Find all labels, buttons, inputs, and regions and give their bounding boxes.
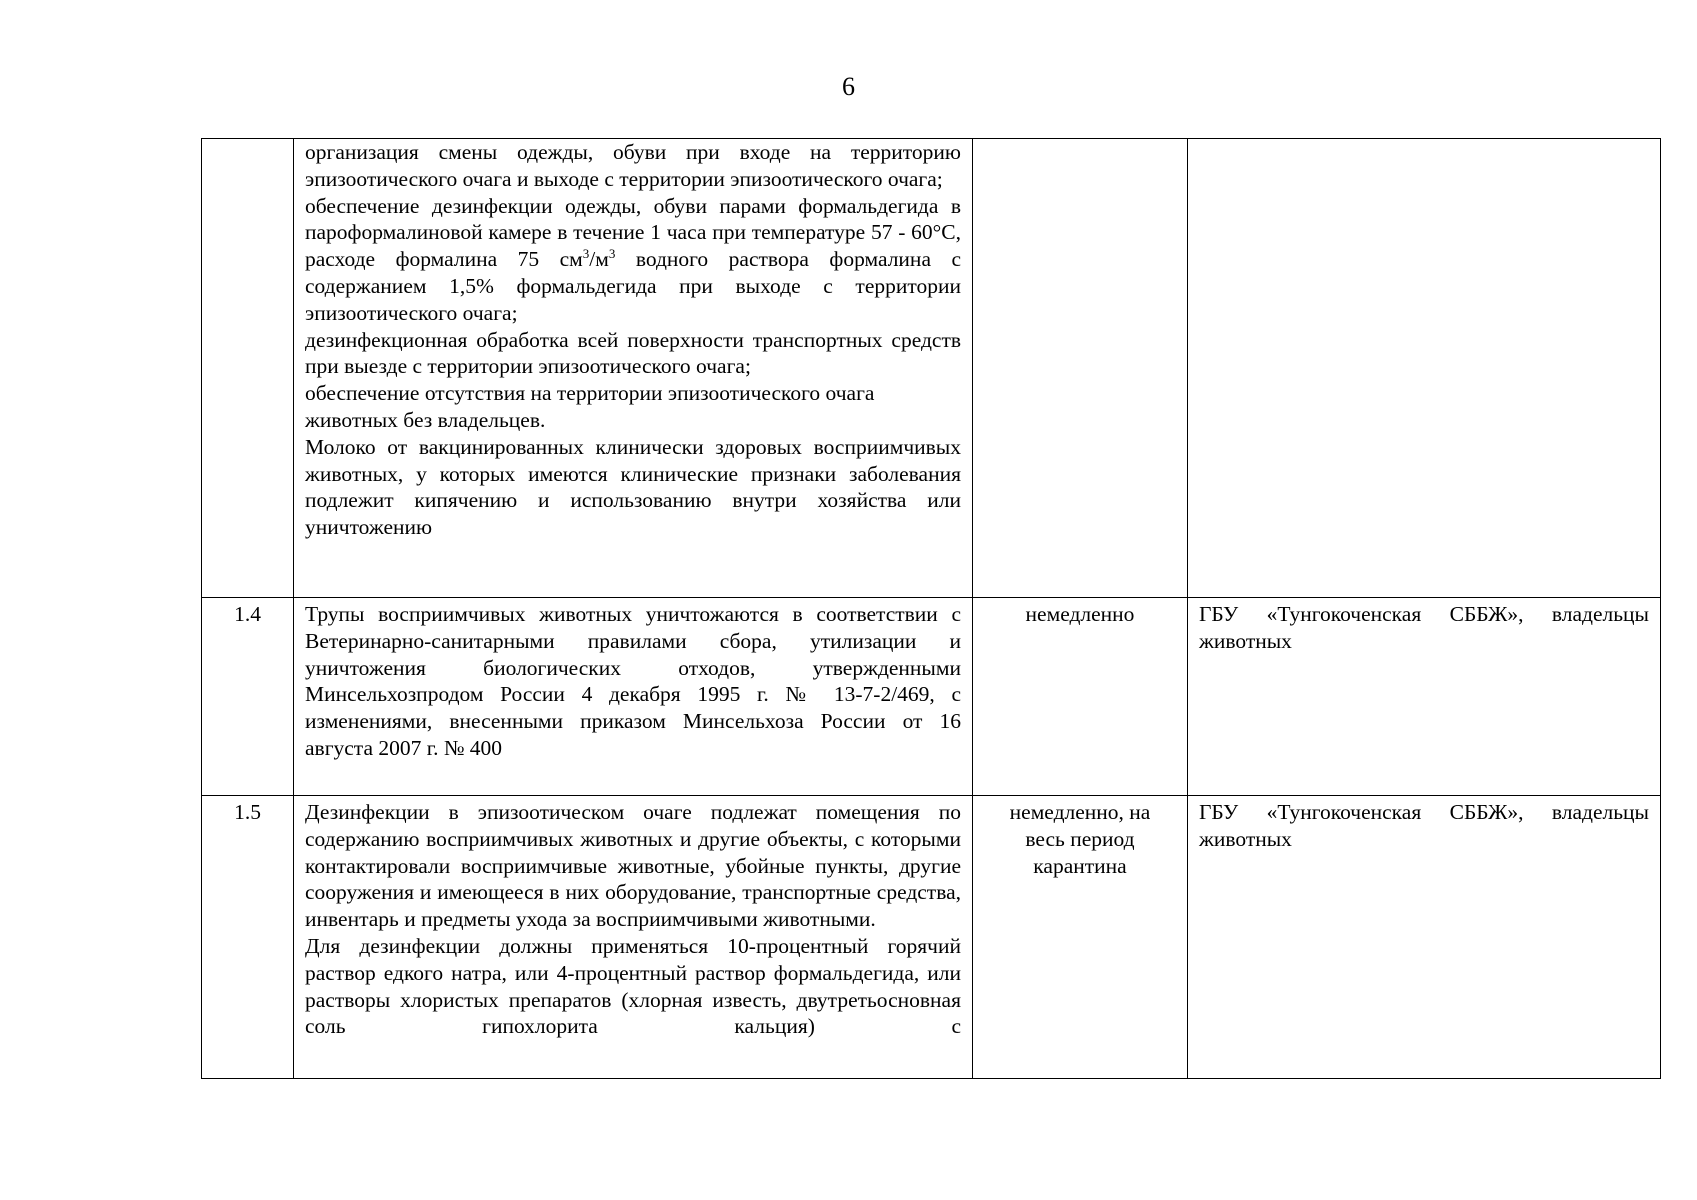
responsible-text: ГБУ «Тунгокоченская СББЖ», владельцы животных <box>1199 602 1649 653</box>
term-cell: немедленно <box>973 598 1188 796</box>
measure-paragraph: обеспечение отсутствия на территории эпизоотического очага животных без владельцев. <box>305 381 875 432</box>
responsible-cell <box>1188 598 1661 796</box>
superscript: 3 <box>582 246 590 262</box>
measure-paragraph: Дезинфекции в эпизоотическом очаге подлежат помещения по содержанию восприимчивых животных и другие объекты, с которыми контактировали восприимчивые животные, убойные пункты, другие сооружения и имеющееся в них оборудование, транспортные средства, инвентарь и предметы ухода за восприимчивыми животными. <box>305 800 961 932</box>
item-number-cell: 1.4 <box>202 598 294 796</box>
measure-paragraph: организация смены одежды, обуви при входе на территорию эпизоотического очага и выходе с территории эпизоотического очага; <box>305 140 961 191</box>
responsible-text: ГБУ «Тунгокоченская СББЖ», владельцы животных <box>1199 800 1649 851</box>
responsible-cell <box>1188 139 1661 598</box>
measure-paragraph: Для дезинфекции должны применяться 10-процентный горячий раствор едкого натра, или 4-процентный раствор формальдегида, или растворы хлористых препаратов (хлорная известь, двутретьосновная соль гипохлорита кальция) с <box>305 933 961 1039</box>
measure-paragraph: дезинфекционная обработка всей поверхности транспортных средств при выезде с территории эпизоотического очага; <box>305 327 961 379</box>
measure-text: 57 - 60°С, расходе формалина 75 см <box>305 220 961 272</box>
measure-cell <box>294 139 973 598</box>
measure-paragraph: Молоко от вакцинированных клинически здоровых восприимчивых животных, у которых имеются клинические признаки заболевания подлежит кипячению и использованию внутри хозяйства или уничтожению <box>305 434 961 540</box>
measure-cell <box>294 598 973 796</box>
table-row <box>202 598 1661 796</box>
table-row <box>202 139 1661 598</box>
table-row <box>202 796 1661 1079</box>
measure-text: /м <box>589 247 609 272</box>
superscript: 3 <box>608 246 616 262</box>
measure-text: обеспечение дезинфекции одежды, обуви парами формальдегида в пароформалиновой камере в течение 1 часа при температуре <box>305 193 961 245</box>
measures-table <box>201 138 1661 1079</box>
term-cell <box>973 139 1188 598</box>
item-number-cell <box>202 139 294 598</box>
term-cell: немедленно, на весь период карантина <box>973 796 1188 1079</box>
measure-paragraph: Трупы восприимчивых животных уничтожаются в соответствии с Ветеринарно-санитарными правилами сбора, утилизации и уничтожения биологических отходов, утвержденными Минсельхозпродом России 4 декабря 1995 г. № 13-7-2/469, с изменениями, внесенными приказом Минсельхоза России от 16 августа 2007 г. № 400 <box>305 602 961 760</box>
measure-cell <box>294 796 973 1079</box>
responsible-cell <box>1188 796 1661 1079</box>
measure-text: водного раствора формалина с содержанием 1,5% формальдегида при выходе с территории эпизоотического очага; <box>305 247 962 325</box>
measure-paragraph <box>305 193 961 327</box>
item-number-cell: 1.5 <box>202 796 294 1079</box>
page-number: 6 <box>842 72 855 101</box>
